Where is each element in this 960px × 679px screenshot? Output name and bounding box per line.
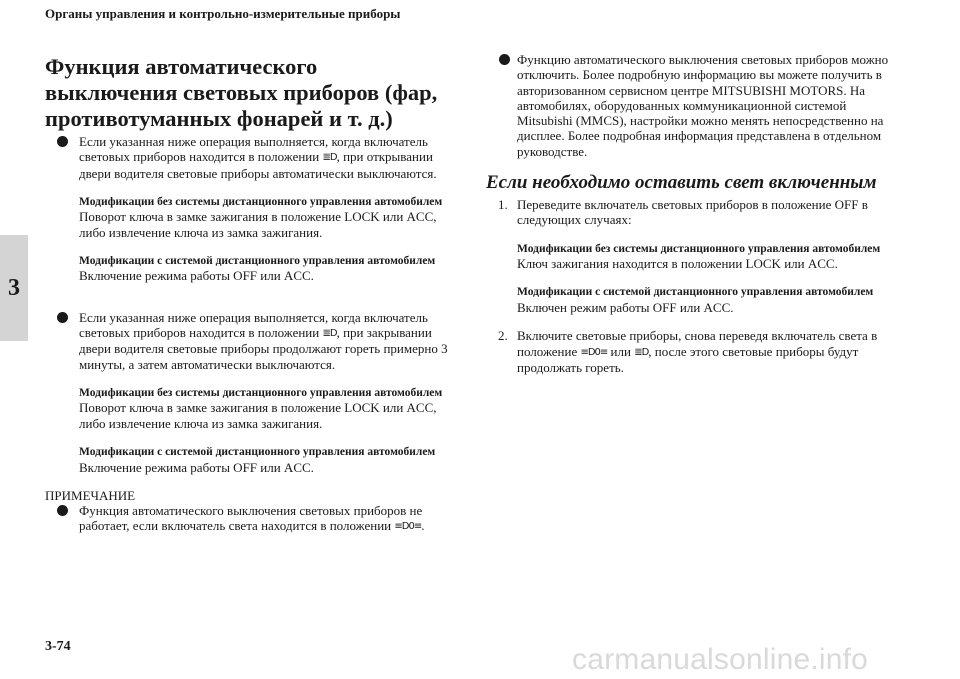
- subsection-title: Модификации без системы дистанционного управления автомобилем: [79, 386, 443, 399]
- subsection-text: Поворот ключа в замке зажигания в положение LOCK или ACC, либо извлечение ключа из замка зажигания.: [79, 209, 437, 240]
- bullet-icon: [499, 54, 510, 65]
- subsection-title: Модификации с системой дистанционного управления автомобилем: [79, 446, 436, 459]
- subsection-text: Включен режим работы OFF или ACC.: [517, 299, 734, 315]
- subsection-text: Включение режима работы OFF или ACC.: [79, 268, 314, 284]
- text-line: световых приборов находится в положении: [79, 325, 323, 341]
- bullet-item: [45, 134, 455, 284]
- subsection-text: Ключ зажигания находится в положении LOCK или ACC.: [517, 256, 838, 272]
- note-label: ПРИМЕЧАНИЕ: [45, 487, 136, 503]
- subsection-text: Включение режима работы OFF или ACC.: [79, 459, 314, 475]
- note-block: [45, 488, 455, 535]
- step-text: [517, 328, 898, 375]
- bullet-text: Функцию автоматического выключения световых приборов можно отключить. Более подробную информацию вы можете получить в авторизованном сервисном центре MITSUBISHI MOTORS. На автомобилях, оборудованных коммуникационной системой Mitsubishi (MMCS), настройки можно менять непосредственно на дисплее. Более подробная информация представлена в отдельном руководстве.: [517, 52, 889, 159]
- bullet-text: [79, 310, 455, 372]
- text-line: закрывании двери водителя световые приборы продолжают гореть примерно 3 минуты, а затем автоматически выключаются.: [79, 325, 448, 372]
- page-number: 3-74: [45, 639, 71, 654]
- right-column: [486, 52, 898, 375]
- text-line: , при: [336, 325, 364, 341]
- text-line: открывании двери водителя световые приборы автоматически выключаются.: [79, 149, 437, 181]
- watermark: carmanualsonline.info: [572, 643, 869, 676]
- bullet-icon: [57, 505, 68, 516]
- running-header: Органы управления и контрольно-измерительные приборы: [45, 6, 401, 21]
- headlight-low-beam-icon: ≣D: [634, 346, 649, 358]
- chapter-tab: 3: [0, 235, 28, 341]
- subsection-text: Поворот ключа в замке зажигания в положение LOCK или ACC, либо извлечение ключа из замка зажигания.: [79, 400, 437, 431]
- text-line: или: [607, 343, 635, 359]
- position-lights-icon: ≡D0≡: [394, 521, 422, 533]
- bullet-text: [79, 134, 455, 181]
- position-lights-icon: ≡D0≡: [580, 346, 608, 358]
- bullet-icon: [57, 136, 68, 147]
- subsection-title: Модификации без системы дистанционного управления автомобилем: [79, 195, 443, 208]
- subsection-title: Модификации без системы дистанционного управления автомобилем: [517, 242, 881, 255]
- bullet-item: [45, 310, 455, 475]
- left-column: [45, 54, 455, 535]
- text-line: , при: [336, 149, 364, 165]
- text-line: Включите световые приборы, снова переведя включатель света в положение: [517, 328, 878, 359]
- bullet-item: [45, 503, 455, 535]
- step-number: 2.: [498, 328, 508, 344]
- text-line: .: [421, 518, 425, 534]
- section-title: Функция автоматического выключения световых приборов (фар, противотуманных фонарей и т. д.): [45, 54, 438, 131]
- step-number: 1.: [498, 197, 508, 213]
- text-line: Функция автоматического выключения световых приборов не работает, если включатель света находится в положении: [79, 503, 423, 534]
- numbered-step: [498, 328, 898, 375]
- text-line: световых приборов находится в положении: [79, 149, 323, 165]
- headlight-low-beam-icon: ≣D: [322, 152, 337, 164]
- subsection-title: Модификации с системой дистанционного управления автомобилем: [79, 254, 436, 267]
- note-text: [79, 503, 455, 535]
- text-line: , после этого световые приборы будут продолжать гореть.: [517, 343, 859, 375]
- text-line: Если указанная ниже операция выполняется, когда включатель: [79, 134, 428, 149]
- subheading: Если необходимо оставить свет включенным: [486, 172, 877, 194]
- step-text: Переведите включатель световых приборов в положение OFF в следующих случаях:: [517, 197, 868, 228]
- text-line: Если указанная ниже операция выполняется, когда включатель: [79, 309, 428, 325]
- headlight-low-beam-icon: ≣D: [322, 328, 337, 340]
- numbered-step: [498, 197, 898, 315]
- bullet-item: [498, 52, 898, 159]
- subsection-title: Модификации с системой дистанционного управления автомобилем: [517, 286, 874, 299]
- bullet-icon: [57, 312, 68, 323]
